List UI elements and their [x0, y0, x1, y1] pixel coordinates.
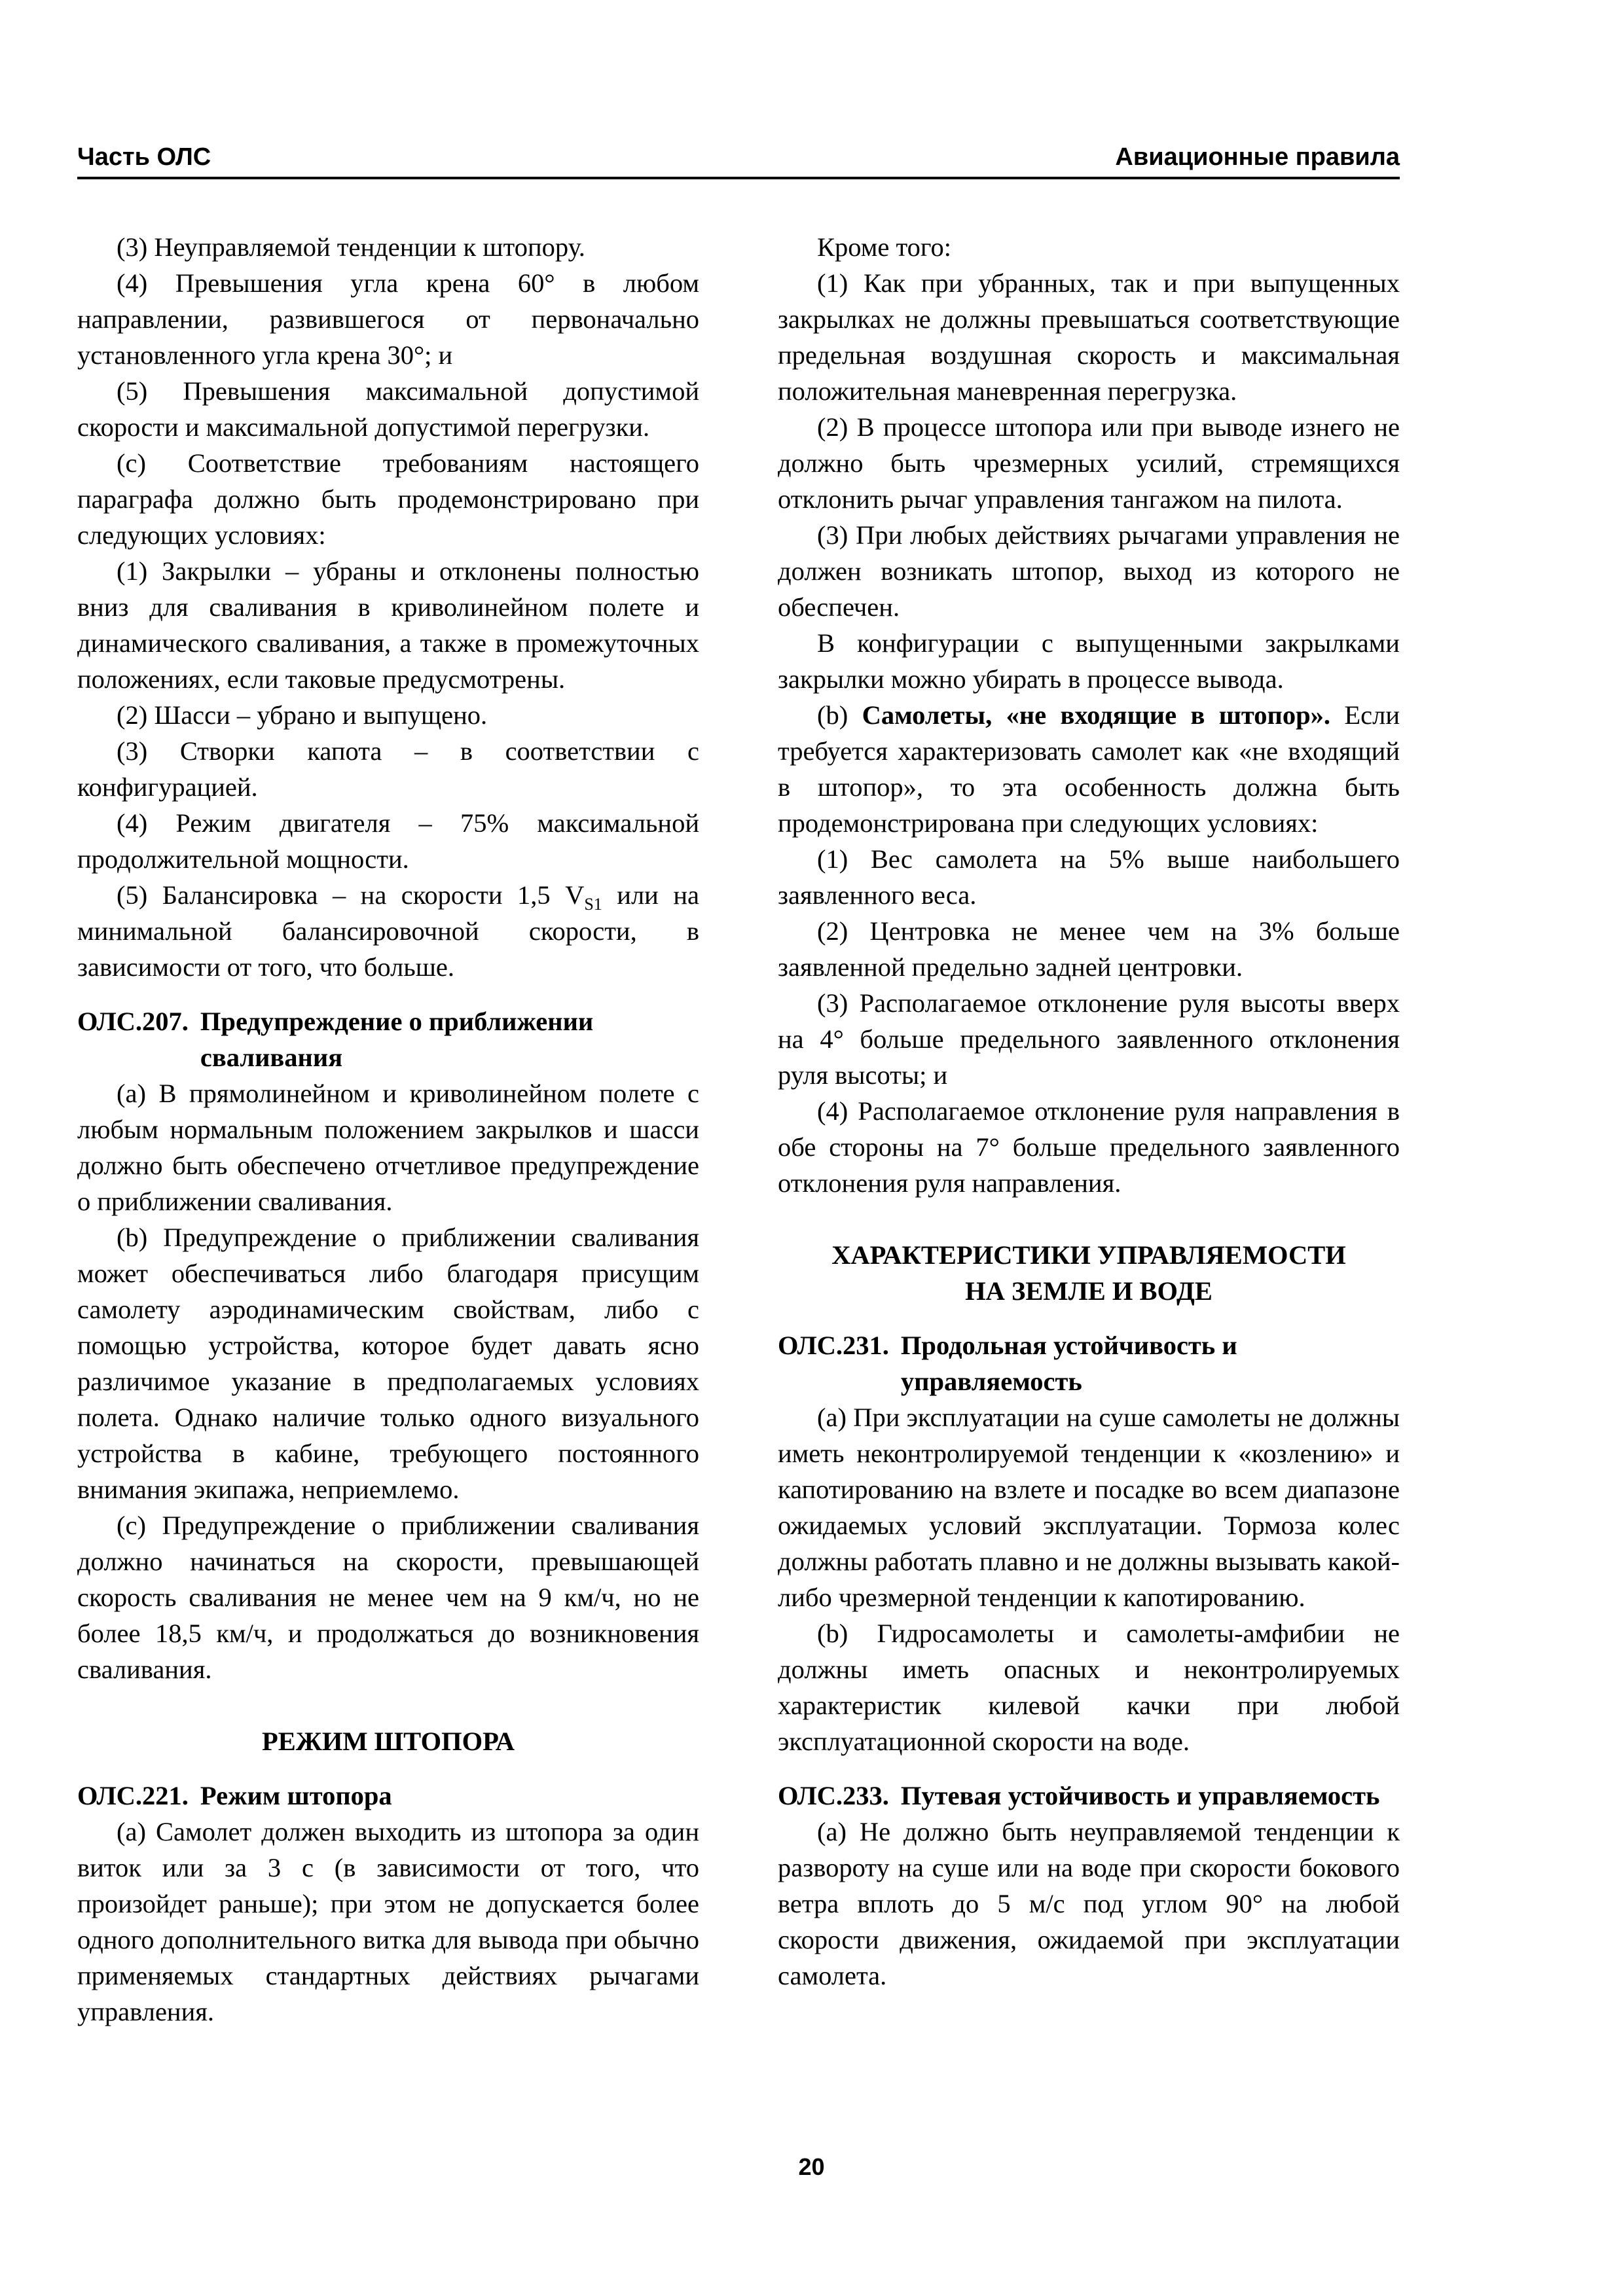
text-run: Если требуется характеризовать самолет как «не входящий в штопор», то эта особенность должна быть продемонстрирована при следующих условиях:: [778, 700, 1400, 838]
chapter-heading-spin: [77, 1723, 699, 1759]
subscript: S1: [584, 895, 602, 914]
section-number: ОЛС.221.: [77, 1781, 189, 1810]
paragraph: (2) Шасси – убрано и выпущено.: [117, 700, 488, 730]
paragraph: (3) Створки капота – в соответствии с конфигурацией.: [77, 736, 699, 802]
text-run: или на минимальной балансировочной скорости, в зависимости от того, что больше.: [77, 880, 699, 982]
paragraph: (3) Неуправляемой тенденции к штопору.: [117, 232, 585, 262]
section-number: ОЛС.231.: [778, 1331, 889, 1360]
chapter-heading-line: ХАРАКТЕРИСТИКИ УПРАВЛЯЕМОСТИ: [831, 1240, 1346, 1270]
paragraph: (c) Предупреждение о приближении сваливания должно начинаться на скорости, превышающей скорость сваливания не менее чем на 9 км/ч, но не более 18,5 км/ч, и продолжаться до возникновения сваливания.: [77, 1511, 699, 1684]
paragraph: (a) Самолет должен выходить из штопора за один виток или за 3 с (в зависимости от того, что произойдет раньше); при этом не допускается более одного дополнительного витка для вывода при обычно применяемых стандартных действиях рычагами управления.: [77, 1817, 699, 2026]
section-title: Путевая устойчивость и управляемость: [900, 1781, 1380, 1810]
chapter-heading-line: НА ЗЕМЛЕ И ВОДЕ: [965, 1276, 1213, 1306]
paragraph: (b) Гидросамолеты и самолеты-амфибии не должны иметь опасных и неконтролируемых характеристик килевой качки при любой эксплуатационной скорости на воде.: [778, 1619, 1400, 1756]
paragraph: [77, 877, 699, 985]
right-column: [778, 229, 1400, 1994]
header-document-title: Авиационные правила: [1115, 143, 1400, 171]
paragraph: В конфигурации с выпущенными закрылками закрылки можно убирать в процессе вывода.: [778, 628, 1400, 694]
section-heading-221: [77, 1778, 699, 1814]
paragraph: [778, 697, 1400, 841]
paragraph: (a) В прямолинейном и криволинейном полете с любым нормальным положением закрылков и шасси должно быть обеспечено отчетливое предупреждение о приближении сваливания.: [77, 1079, 699, 1216]
section-heading-231: [778, 1327, 1400, 1399]
section-number: ОЛС.207.: [77, 1007, 189, 1036]
paragraph: (4) Располагаемое отклонение руля направления в обе стороны на 7° больше предельного заявленного отклонения руля направления.: [778, 1096, 1400, 1198]
section-heading-207: [77, 1003, 699, 1075]
page-number: 20: [798, 2153, 825, 2180]
paragraph: (2) В процессе штопора или при выводе изнего не должно быть чрезмерных усилий, стремящихся отклонить рычаг управления тангажом на пилота.: [778, 412, 1400, 514]
paragraph: (a) При эксплуатации на суше самолеты не должны иметь неконтролируемой тенденции к «козлению» и капотированию на взлете и посадке во всем диапазоне ожидаемых условий эксплуатации. Тормоза колес должны работать плавно и не должны вызывать какой-либо чрезмерной тенденции к капотированию.: [778, 1403, 1400, 1612]
chapter-heading-ground: [778, 1237, 1400, 1309]
paragraph: (1) Закрылки – убраны и отклонены полностью вниз для сваливания в криволинейном полете и динамического сваливания, а также в промежуточных положениях, если таковые предусмотрены.: [77, 556, 699, 694]
paragraph: (5) Превышения максимальной допустимой скорости и максимальной допустимой перегрузки.: [77, 376, 699, 442]
section-heading-233: [778, 1778, 1400, 1814]
running-header: [77, 137, 1400, 179]
paragraph: (b) Предупреждение о приближении сваливания может обеспечиваться либо благодаря присущим самолету аэродинамическим свойствам, либо с помощью устройства, которое будет давать ясно различимое указание в предполагаемых условиях полета. Однако наличие только одного визуального устройства в кабине, требующего постоянного внимания экипажа, неприемлемо.: [77, 1223, 699, 1504]
section-number: ОЛС.233.: [778, 1781, 889, 1810]
bold-run: Самолеты, «не входящие в штопор».: [862, 700, 1331, 730]
paragraph: (1) Вес самолета на 5% выше наибольшего заявленного веса.: [778, 844, 1400, 910]
paragraph: (3) При любых действиях рычагами управления не должен возникать штопор, выход из которого не обеспечен.: [778, 520, 1400, 622]
header-part-title: Часть ОЛС: [77, 143, 211, 171]
paragraph: (3) Располагаемое отклонение руля высоты вверх на 4° больше предельного заявленного отклонения руля высоты; и: [778, 988, 1400, 1090]
paragraph: Кроме того:: [817, 232, 951, 262]
text-run: (5) Балансировка – на скорости 1,5 V: [117, 880, 585, 910]
left-column: [77, 229, 699, 2030]
section-title: Режим штопора: [200, 1781, 392, 1810]
chapter-heading-text: РЕЖИМ ШТОПОРА: [262, 1727, 515, 1756]
paragraph: (4) Режим двигателя – 75% максимальной продолжительной мощности.: [77, 808, 699, 874]
paragraph: (4) Превышения угла крена 60° в любом направлении, развившегося от первоначально установленного угла крена 30°; и: [77, 268, 699, 370]
section-title: Продольная устойчивость и управляемость: [900, 1331, 1237, 1396]
text-run: (b): [817, 700, 862, 730]
section-title: Предупреждение о приближении сваливания: [200, 1007, 594, 1072]
paragraph: (1) Как при убранных, так и при выпущенных закрылках не должны превышаться соответствующие предельная воздушная скорость и максимальная положительная маневренная перегрузка.: [778, 268, 1400, 406]
paragraph: (a) Не должно быть неуправляемой тенденции к развороту на суше или на воде при скорости бокового ветра вплоть до 5 м/с под углом 90° на любой скорости движения, ожидаемой при эксплуатации самолета.: [778, 1817, 1400, 1990]
paragraph: (2) Центровка не менее чем на 3% больше заявленной предельно задней центровки.: [778, 916, 1400, 982]
paragraph: (c) Соответствие требованиям настоящего параграфа должно быть продемонстрировано при следующих условиях:: [77, 448, 699, 550]
